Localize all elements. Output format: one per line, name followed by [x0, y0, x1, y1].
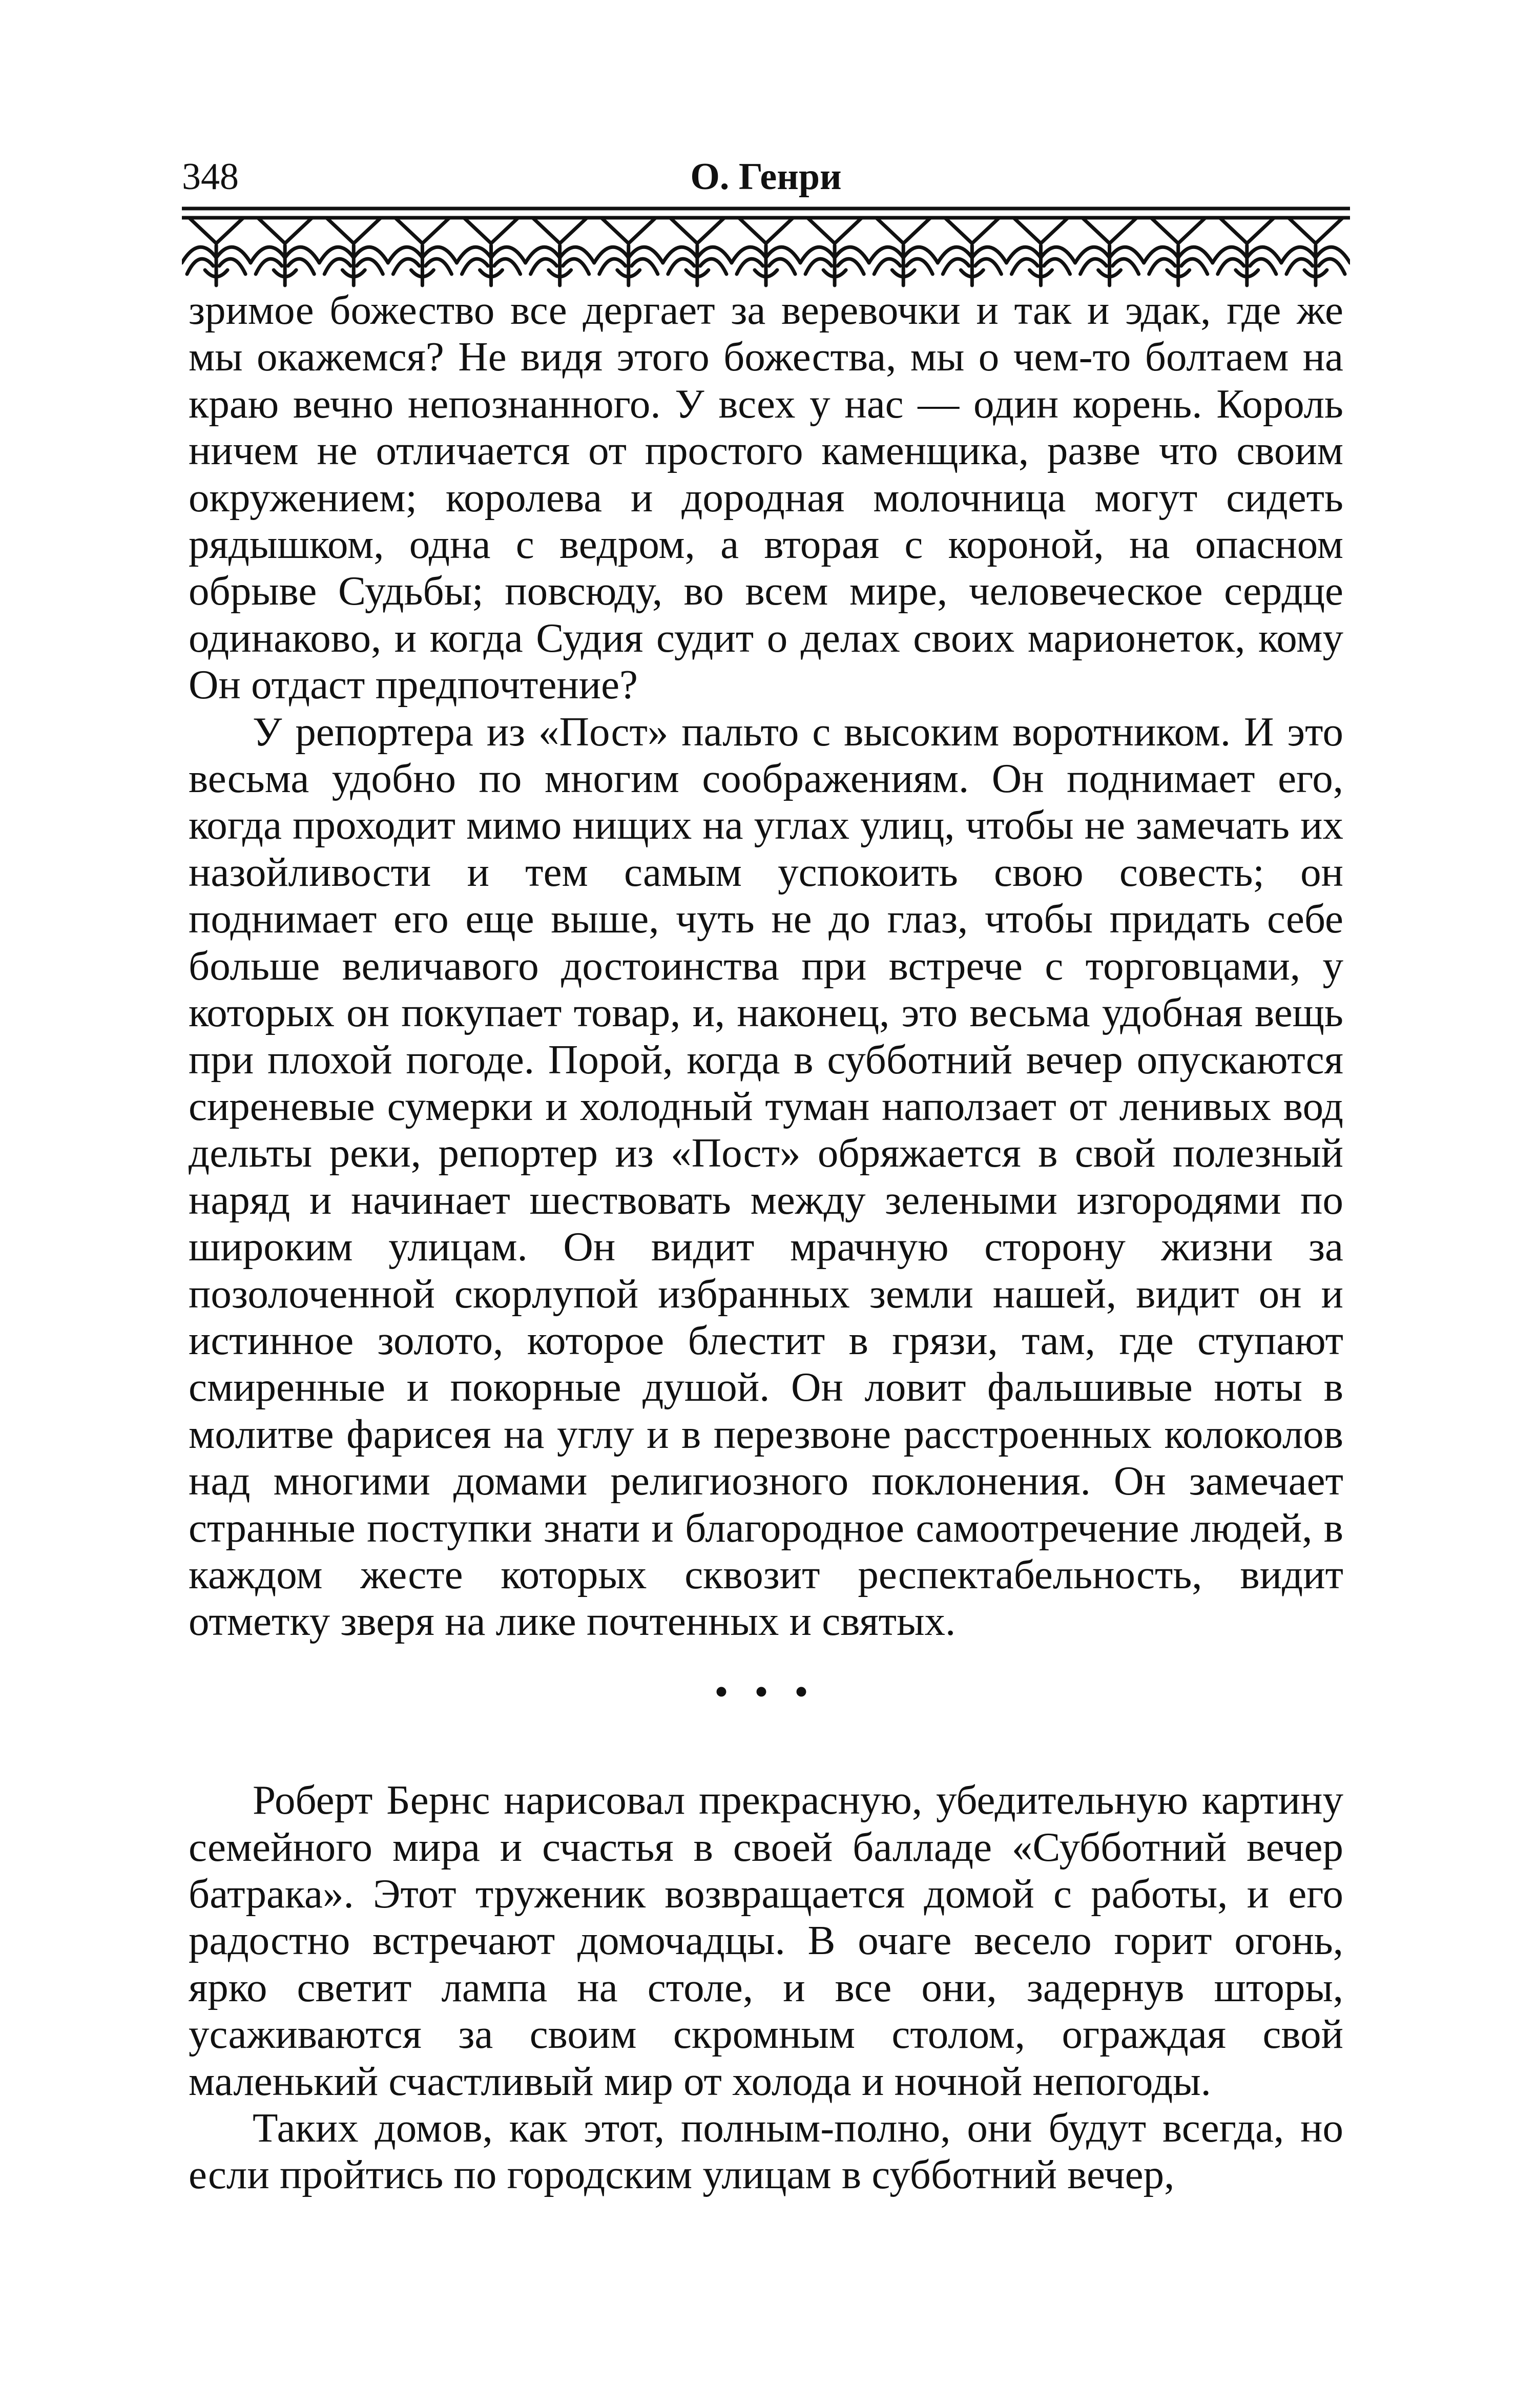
decorative-border-ornament — [182, 202, 1350, 289]
section-separator: • • • — [715, 1672, 817, 1712]
paragraph: зримое божество все дергает за веревочки и так и эдак, где же мы окажемся? Не видя этого божества, мы о чем-то болтаем на краю вечно непознанного. У всех у нас — один корень. Король ничем не отличается от простого каменщика, разве что своим окружением; королева и дородная молочница могут сидеть рядышком, одна с ведром, а вторая с короной, на опасном обрыве Судьбы; повсюду, во всем мире, человеческое сердце одинаково, и когда Судия судит о делах своих марионеток, кому Он отдаст предпочтение? — [189, 287, 1343, 708]
page-number: 348 — [182, 156, 239, 198]
running-title: О. Генри — [690, 156, 842, 198]
page-header — [182, 149, 1350, 205]
paragraph: У репортера из «Пост» пальто с высоким воротником. И это весьма удобно по многим соображениям. Он поднимает его, когда проходит мимо нищих на углах улиц, чтобы не замечать их назойливости и тем самым успокоить свою совесть; он поднимает его еще выше, чуть не до глаз, чтобы придать себе больше величавого достоинства при встрече с торговцами, у которых он покупает товар, и, наконец, это весьма удобная вещь при плохой погоде. Порой, когда в субботний вечер опускаются сиреневые сумерки и холодный туман наползает от ленивых вод дельты реки, репортер из «Пост» обряжается в свой полезный наряд и начинает шествовать между зелеными изгородями по широким улицам. Он видит мрачную сторону жизни за позолоченной скорлупой избранных земли нашей, видит он и истинное золото, которое блестит в грязи, там, где ступают смиренные и покорные душой. Он ловит фальшивые ноты в молитве фарисея на углу и в перезвоне расстроенных колоколов над многими домами религиозного поклонения. Он замечает странные поступки знати и благородное самоотречение людей, в каждом жесте которых сквозит респектабельность, видит отметку зверя на лике почтенных и святых. — [189, 708, 1343, 1645]
paragraph: Роберт Бернс нарисовал прекрасную, убедительную картину семейного мира и счастья в своей балладе «Субботний вечер батрака». Этот труженик возвращается домой с работы, и его радостно встречают домочадцы. В очаге весело горит огонь, ярко светит лампа на столе, и все они, задернув шторы, усаживаются за своим скромным столом, ограждая свой маленький счастливый мир от холода и ночной непогоды. — [189, 1777, 1343, 2104]
paragraph: Таких домов, как этот, полным-полно, они будут всегда, но если пройтись по городским улицам в субботний вечер, — [189, 2105, 1343, 2198]
body-text — [189, 287, 1343, 2198]
